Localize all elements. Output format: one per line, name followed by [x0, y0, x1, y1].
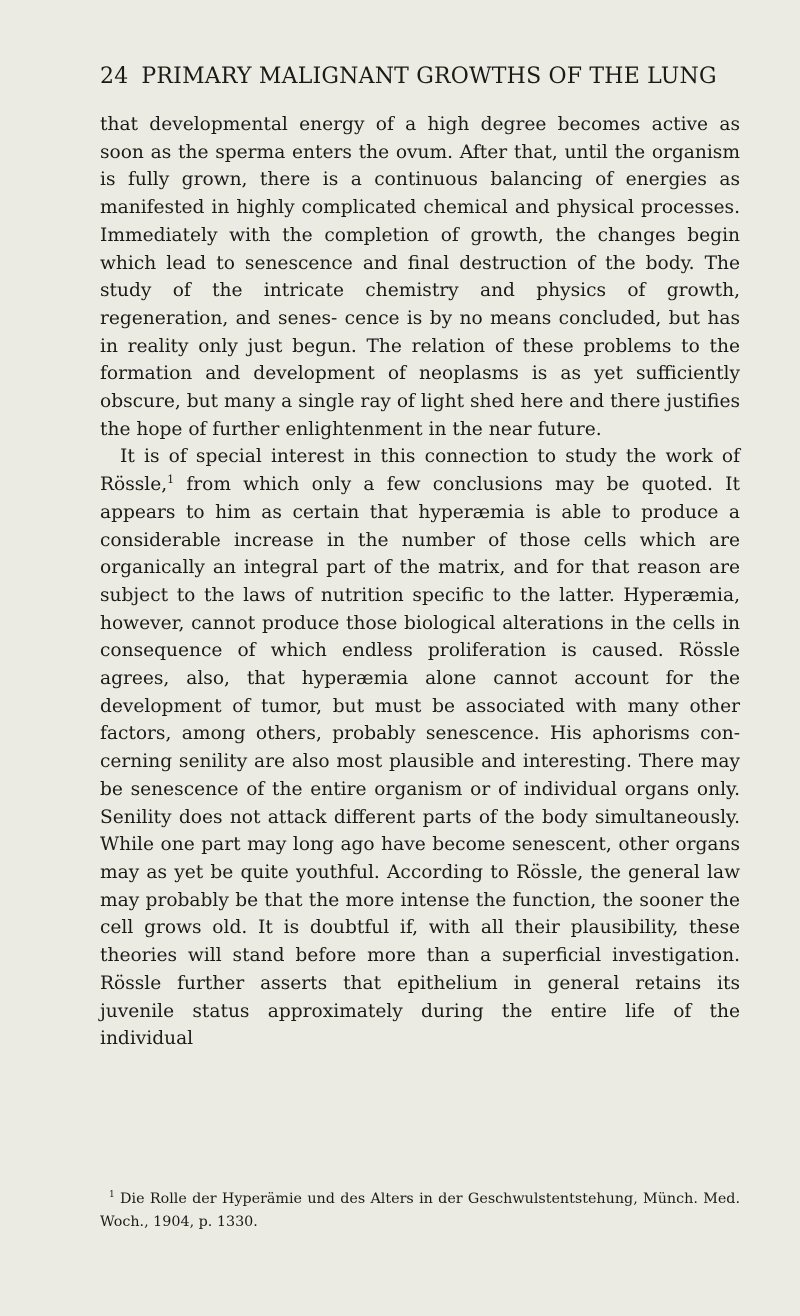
footnote-citation: Die Rolle der Hyperämie und des Alters in der Geschwulstentstehung, Münch. Med. Woch., 1904, p. 1330.	[100, 1191, 740, 1230]
paragraph-2	[100, 443, 740, 1052]
footnote	[100, 1188, 740, 1234]
running-title: PRIMARY MALIGNANT GROWTHS OF THE LUNG	[141, 64, 717, 89]
page-number: 24	[100, 64, 129, 89]
paragraph-2-rest: from which only a few conclusions may be quoted. It appears to him as certain that hyperæmia is able to produce a considerable increase in the number of those cells which are organically an integral part of the matrix, and for that reason are subject to the laws of nutrition specific to the latter. Hyperæmia, however, cannot produce those biological alterations in the cells in consequence of which endless proliferation is caused. Rössle agrees, also, that hyperæmia alone cannot account for the development of tumor, but must be associated with many other factors, among others, probably senescence. His aphorisms con- cerning senility are also most plausible and interesting. There may be senescence of the entire organism or of individual organs only. Senility does not attack different parts of the body simultaneously. While one part may long ago have become senescent, other organs may as yet be quite youthful. According to Rössle, the general law may probably be that the more intense the function, the sooner the cell grows old. It is doubtful if, with all their plausibility, these theories will stand before more than a superficial investigation. Rössle further asserts that epithelium in general retains its juvenile status approximately during the entire life of the individual	[100, 474, 740, 1050]
footnote-reference: 1	[167, 472, 175, 486]
paragraph-1: that developmental energy of a high degree becomes active as soon as the sperma enters the ovum. After that, until the organism is fully grown, there is a continuous balancing of energies as manifested in highly complicated chemical and physical processes. Immediately with the completion of growth, the changes begin which lead to senescence and final destruction of the body. The study of the intricate chemistry and physics of growth, regeneration, and senes- cence is by no means concluded, but has in reality only just begun. The relation of these problems to the formation and development of neoplasms is as yet sufficiently obscure, but many a single ray of light shed here and there justifies the hope of further enlightenment in the near future.	[100, 114, 740, 440]
footnote-text	[100, 1188, 740, 1234]
body-text	[100, 111, 740, 1053]
running-head	[100, 62, 740, 92]
footnote-marker: 1	[109, 1190, 115, 1201]
paragraph-2-start: It is of special interest in this connection to study the work of Rössle,	[100, 446, 740, 496]
